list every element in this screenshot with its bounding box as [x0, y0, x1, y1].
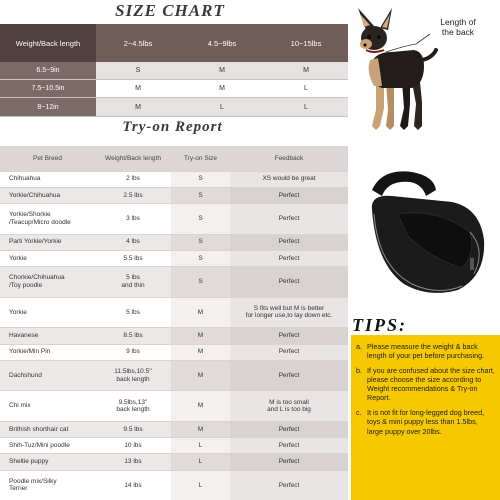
tryon-feedback-cell: Perfect — [230, 234, 348, 250]
tryon-weight-cell: 14 lbs — [95, 470, 171, 500]
size-chart-title: SIZE CHART — [115, 1, 225, 20]
size-chart-cell: L — [264, 98, 348, 117]
tryon-feedback-cell: Perfect — [230, 344, 348, 360]
back-length-label: Length of the back — [440, 17, 476, 38]
tryon-size-cell: S — [171, 234, 230, 250]
tryon-weight-cell: 8.5 lbs — [95, 328, 171, 344]
size-chart-cell: M — [96, 98, 180, 117]
tryon-feedback-cell: Perfect — [230, 267, 348, 298]
tryon-breed-cell: Havanese — [0, 328, 95, 344]
tryon-size-cell: M — [171, 360, 230, 391]
tip-letter: b. — [356, 366, 362, 376]
tryon-size-cell: M — [171, 391, 230, 422]
tryon-breed-cell: Shih-Tuz/Mini poodle — [0, 438, 95, 454]
tryon-breed-cell: Yorkie — [0, 297, 95, 328]
tryon-breed-cell: Yorkie/Shorkie /Teacup/Micro doodle — [0, 204, 95, 235]
size-chart-cell: L — [264, 79, 348, 98]
size-chart-cell: S — [96, 62, 180, 79]
tryon-row — [0, 328, 348, 344]
tip-item — [356, 408, 495, 435]
tryon-row — [0, 421, 348, 437]
tryon-size-cell: S — [171, 250, 230, 266]
tryon-header-cell: Weight/Back length — [95, 146, 171, 171]
tryon-breed-cell: Dachshund — [0, 360, 95, 391]
tryon-weight-cell: 13 lbs — [95, 454, 171, 470]
tryon-feedback-cell: Perfect — [230, 360, 348, 391]
tip-item — [356, 366, 495, 402]
tryon-breed-cell: Poodle mix/Silky Terrier — [0, 470, 95, 500]
tryon-weight-cell: 5 lbs and thin — [95, 267, 171, 298]
tryon-feedback-cell: Perfect — [230, 470, 348, 500]
tryon-header-cell: Pet Breed — [0, 146, 95, 171]
tryon-breed-cell: Parti Yorkie/Yorkie — [0, 234, 95, 250]
tip-letter: c. — [356, 408, 362, 418]
tryon-size-cell: M — [171, 297, 230, 328]
size-chart-row-label: 8~12in — [0, 98, 96, 117]
tryon-weight-cell: 10 lbs — [95, 438, 171, 454]
size-chart-row — [0, 62, 348, 79]
tryon-header-cell: Feedback — [230, 146, 348, 171]
tryon-row — [0, 171, 348, 187]
tryon-weight-cell: 5.5 lbs — [95, 250, 171, 266]
tip-text: Please measure the weight & back length of your pet before purchasing. — [367, 342, 485, 361]
tip-item — [356, 342, 495, 360]
tryon-size-cell: S — [171, 204, 230, 235]
tryon-weight-cell: 3 lbs — [95, 204, 171, 235]
tryon-breed-cell: Brithish shorthair cat — [0, 421, 95, 437]
tryon-row — [0, 344, 348, 360]
tip-letter: a. — [356, 342, 362, 351]
size-chart-cell: M — [264, 62, 348, 79]
tryon-row — [0, 187, 348, 203]
size-chart-cell: M — [180, 79, 264, 98]
tryon-size-cell: L — [171, 438, 230, 454]
size-chart-row — [0, 79, 348, 98]
tryon-row — [0, 454, 348, 470]
tryon-size-cell: S — [171, 171, 230, 187]
tryon-breed-cell: Chihuahua — [0, 171, 95, 187]
tryon-feedback-cell: Perfect — [230, 438, 348, 454]
tip-text: It is not fit for long-legged dog breed, toys & mini puppy less than 1.5lbs, large puppy over 20lbs. — [367, 408, 485, 436]
tryon-breed-cell: Yorkie/Min Pin — [0, 344, 95, 360]
tryon-row — [0, 391, 348, 422]
tryon-report-table — [0, 146, 348, 500]
size-chart-cell: L — [180, 98, 264, 117]
tryon-weight-cell: 9.5lbs,13'' back length — [95, 391, 171, 422]
tips-box — [351, 335, 500, 500]
tip-text: If you are confused about the size chart, please choose the size according to Weight recommendations & Try-on Report. — [367, 366, 495, 403]
tips-title: TIPS: — [352, 315, 407, 335]
tryon-row — [0, 360, 348, 391]
tryon-size-cell: S — [171, 267, 230, 298]
tryon-row — [0, 234, 348, 250]
tryon-feedback-cell: M is too small and L is too big — [230, 391, 348, 422]
tryon-size-cell: L — [171, 454, 230, 470]
size-chart-table — [0, 24, 348, 117]
tryon-weight-cell: 4 lbs — [95, 234, 171, 250]
size-chart-header-cell: 4.5~9lbs — [180, 24, 264, 62]
size-chart-cell: M — [180, 62, 264, 79]
tryon-breed-cell: Yorkie/Chihuahua — [0, 187, 95, 203]
size-chart-row — [0, 98, 348, 117]
tryon-feedback-cell: Perfect — [230, 187, 348, 203]
tryon-feedback-cell: Perfect — [230, 328, 348, 344]
tryon-weight-cell: 9 lbs — [95, 344, 171, 360]
tryon-feedback-cell: S fits well but M is better for longer use,to lay down etc. — [230, 297, 348, 328]
size-chart-cell: M — [96, 79, 180, 98]
tryon-size-cell: M — [171, 328, 230, 344]
size-chart-header-cell: 10~15lbs — [264, 24, 348, 62]
tryon-size-cell: L — [171, 470, 230, 500]
tryon-header-cell: Try-on Size — [171, 146, 230, 171]
tryon-weight-cell: 5 lbs — [95, 297, 171, 328]
tryon-size-cell: M — [171, 344, 230, 360]
tryon-feedback-cell: Perfect — [230, 421, 348, 437]
tryon-feedback-cell: Perfect — [230, 454, 348, 470]
tryon-weight-cell: 2 lbs — [95, 171, 171, 187]
tryon-feedback-cell: XS would be great — [230, 171, 348, 187]
size-chart-header-cell: Weight/Back length — [0, 24, 96, 62]
tryon-weight-cell: 9.5 lbs — [95, 421, 171, 437]
tryon-breed-cell: Sheltie puppy — [0, 454, 95, 470]
tryon-report-title: Try-on Report — [122, 119, 223, 135]
tryon-row — [0, 438, 348, 454]
tryon-breed-cell: Chorkie/Chihuahua /Toy poodle — [0, 267, 95, 298]
tryon-breed-cell: Chi mix — [0, 391, 95, 422]
sling-bag-photo — [352, 150, 500, 300]
size-chart-row-label: 7.5~10.5in — [0, 79, 96, 98]
tryon-weight-cell: 11.5lbs,10.5'' back length — [95, 360, 171, 391]
tryon-size-cell: S — [171, 187, 230, 203]
size-chart-header-row — [0, 24, 348, 62]
tryon-row — [0, 297, 348, 328]
tryon-feedback-cell: Perfect — [230, 250, 348, 266]
tryon-weight-cell: 2.5 lbs — [95, 187, 171, 203]
tryon-feedback-cell: Perfect — [230, 204, 348, 235]
tryon-row — [0, 250, 348, 266]
tryon-row — [0, 267, 348, 298]
size-chart-row-label: 6.5~9in — [0, 62, 96, 79]
tryon-header-row — [0, 146, 348, 171]
tryon-row — [0, 470, 348, 500]
tryon-row — [0, 204, 348, 235]
tryon-size-cell: M — [171, 421, 230, 437]
size-chart-header-cell: 2~4.5lbs — [96, 24, 180, 62]
tryon-breed-cell: Yorkie — [0, 250, 95, 266]
